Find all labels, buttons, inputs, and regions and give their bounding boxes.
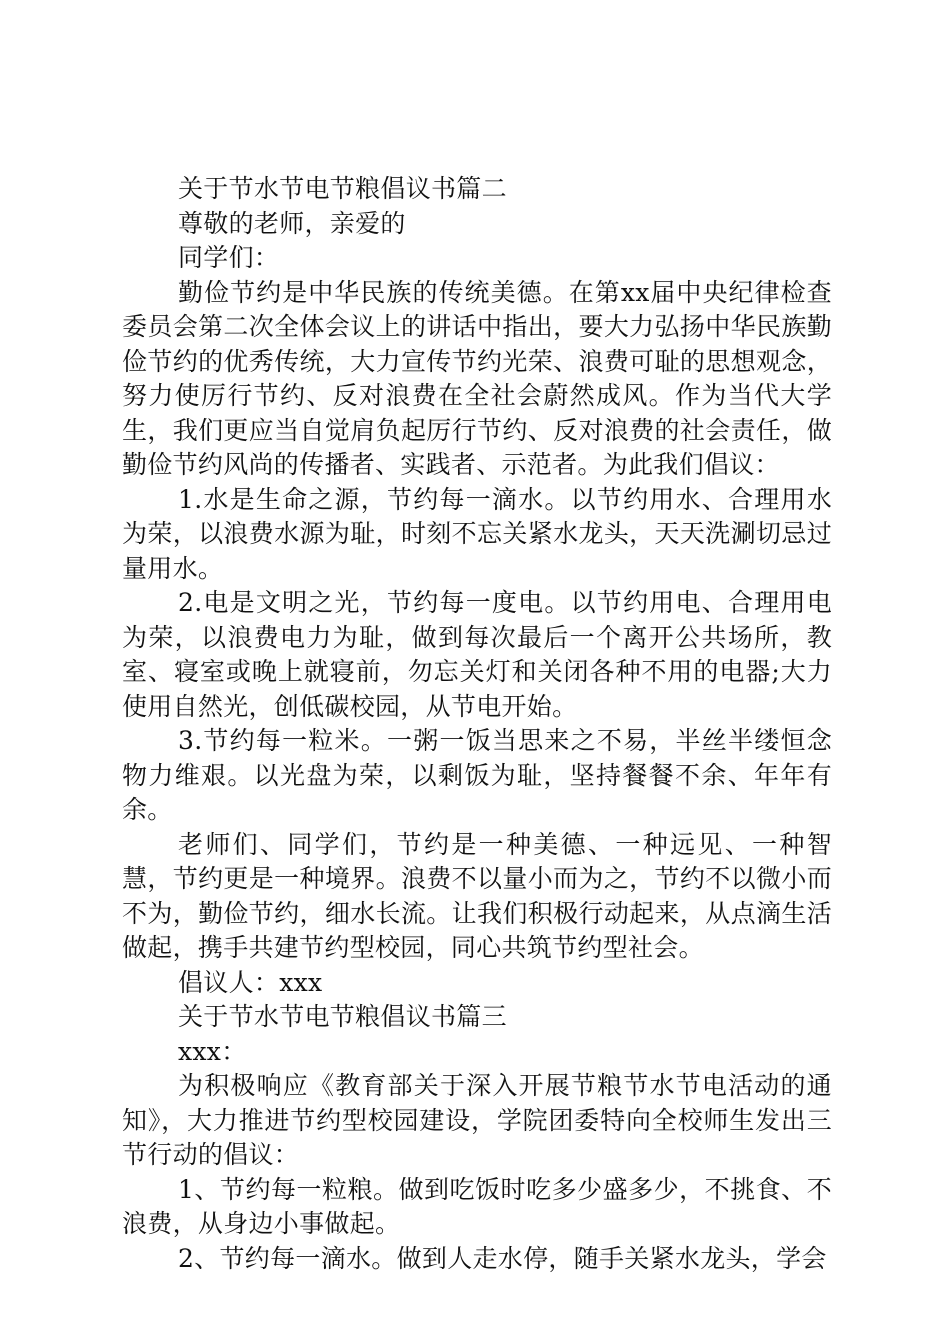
salutation-line-1: 尊敬的老师，亲爱的 <box>178 208 406 238</box>
salutation-line-2: 同学们： <box>178 243 280 272</box>
section-title-part-two: 关于节水节电节粮倡议书篇二 <box>178 174 507 203</box>
intro-paragraph-part-three: 为积极响应《教育部关于深入开展节粮节水节电活动的通知》，大力推进节约型校园建设，学院团委特向全校师生发出三节行动的倡议： <box>122 1071 832 1169</box>
closing-paragraph: 老师们、同学们，节约是一种美德、一种远见、一种智慧，节约更是一种境界。浪费不以量小而为之，节约不以微小而不为，勤俭节约，细水长流。让我们积极行动起来，从点滴生活做起，携手共建节约型校园，同心共筑节约型社会。 <box>122 829 832 962</box>
proposal-item-electricity: 2.电是文明之光，节约每一度电。以节约用电、合理用电为荣，以浪费电力为耻，做到每次最后一个离开公共场所，教室、寝室或晚上就寝前，勿忘关灯和关闭各种不用的电器;大力使用自然光，创低碳校园，从节电开始。 <box>122 588 832 721</box>
document-body <box>122 172 832 1276</box>
proposal-item-water: 1.水是生命之源，节约每一滴水。以节约用水、合理用水为荣，以浪费水源为耻，时刻不忘关紧水龙头，天天洗涮切忌过量用水。 <box>122 484 832 583</box>
intro-paragraph: 勤俭节约是中华民族的传统美德。在第xx届中央纪律检查委员会第二次全体会议上的讲话中指出，要大力弘扬中华民族勤俭节约的优秀传统，大力宣传节约光荣、浪费可耻的思想观念，努力使厉行节约、反对浪费在全社会蔚然成风。作为当代大学生，我们更应当自觉肩负起厉行节约、反对浪费的社会责任，做勤俭节约风尚的传播者、实践者、示范者。为此我们倡议： <box>122 277 832 479</box>
section-title-part-three: 关于节水节电节粮倡议书篇三 <box>178 1002 507 1031</box>
salutation-part-three: xxx： <box>178 1036 247 1066</box>
signature-line: 倡议人：xxx <box>178 967 323 997</box>
proposal-item-grain: 1、节约每一粒粮。做到吃饭时吃多少盛多少，不挑食、不浪费，从身边小事做起。 <box>122 1174 832 1238</box>
proposal-item-water-drop: 2、节约每一滴水。做到人走水停，随手关紧水龙头，学会 <box>178 1243 827 1273</box>
proposal-item-rice: 3.节约每一粒米。一粥一饭当思来之不易，半丝半缕恒念物力维艰。以光盘为荣，以剩饭为耻，坚持餐餐不余、年年有余。 <box>122 726 832 824</box>
